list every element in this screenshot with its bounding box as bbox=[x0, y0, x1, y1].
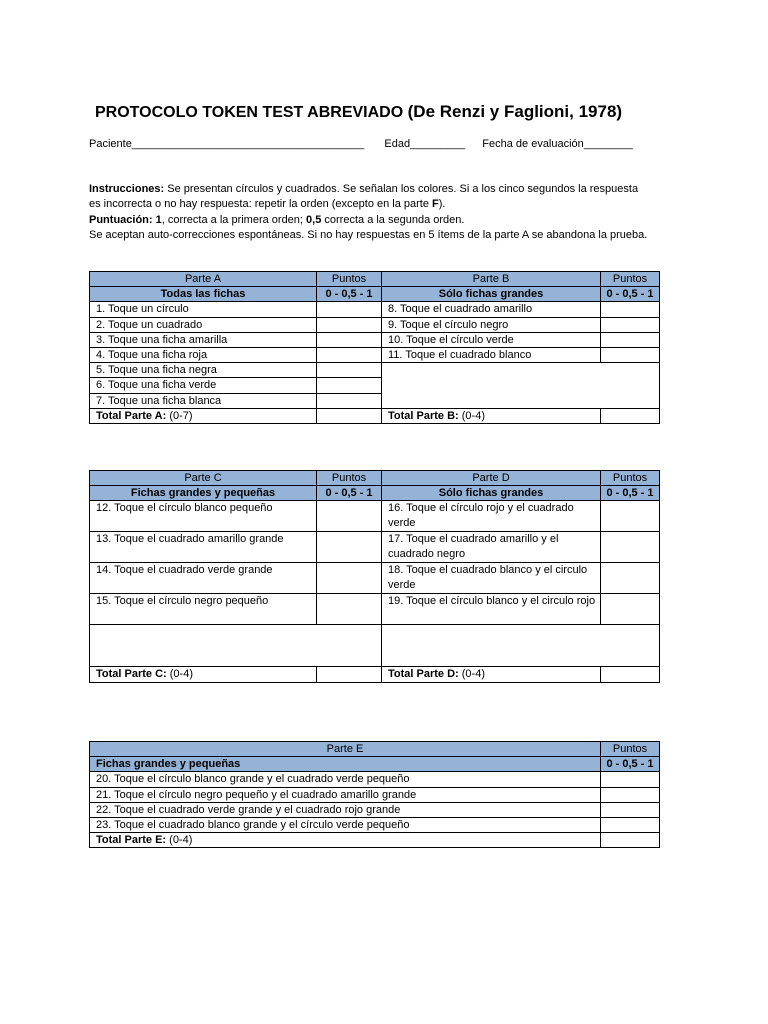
title-reference: (De Renzi y Faglioni, 1978) bbox=[407, 102, 623, 121]
total-range: (0-4) bbox=[166, 668, 193, 681]
item-text: 10. Toque el círculo verde bbox=[382, 332, 601, 347]
autocorrection-paragraph: Se aceptan auto-correcciones espontáneas. Si no hay respuestas en 5 ítems de la parte A se abandona la prueba. bbox=[89, 228, 648, 241]
parte-c-subheader: Fichas grandes y pequeñas bbox=[90, 486, 317, 501]
total-parte-a bbox=[90, 408, 317, 423]
score-cell[interactable] bbox=[317, 378, 382, 393]
score-cell[interactable] bbox=[317, 363, 382, 378]
item-text: 4. Toque una ficha roja bbox=[90, 348, 317, 363]
total-range: (0-4) bbox=[458, 409, 485, 422]
patient-info-line bbox=[89, 138, 633, 150]
item-text: 6. Toque una ficha verde bbox=[90, 378, 317, 393]
table-parte-c-d bbox=[89, 470, 660, 683]
scale-header: 0 - 0,5 - 1 bbox=[317, 486, 382, 501]
scoring-text-b: correcta a la segunda orden. bbox=[321, 213, 465, 226]
item-text: 8. Toque el cuadrado amarillo bbox=[382, 302, 601, 317]
total-label: Total Parte B: bbox=[388, 409, 459, 422]
parte-a-header: Parte A bbox=[90, 272, 317, 287]
total-label: Total Parte C: bbox=[96, 668, 167, 681]
score-half: 0,5 bbox=[306, 213, 322, 226]
score-cell[interactable] bbox=[601, 302, 660, 317]
item-text: 17. Toque el cuadrado amarillo y el cuadrado negro bbox=[382, 532, 601, 563]
parte-e-subheader: Fichas grandes y pequeñas bbox=[90, 757, 601, 772]
empty-merged-cell bbox=[382, 625, 660, 667]
total-range: (0-4) bbox=[166, 834, 193, 847]
parte-b-header: Parte B bbox=[382, 272, 601, 287]
score-cell[interactable] bbox=[317, 501, 382, 532]
parte-c-header: Parte C bbox=[90, 471, 317, 486]
total-parte-e bbox=[90, 833, 601, 848]
total-label: Total Parte D: bbox=[388, 668, 459, 681]
score-cell[interactable] bbox=[317, 594, 382, 625]
score-cell[interactable] bbox=[317, 317, 382, 332]
score-cell[interactable] bbox=[601, 532, 660, 563]
score-cell[interactable] bbox=[601, 501, 660, 532]
item-text: 20. Toque el círculo blanco grande y el cuadrado verde pequeño bbox=[90, 772, 601, 787]
total-score-cell[interactable] bbox=[601, 408, 660, 423]
score-cell[interactable] bbox=[601, 594, 660, 625]
puntos-header: Puntos bbox=[601, 742, 660, 757]
score-cell[interactable] bbox=[317, 302, 382, 317]
item-text: 7. Toque una ficha blanca bbox=[90, 393, 317, 408]
item-text: 18. Toque el cuadrado blanco y el circulo verde bbox=[382, 563, 601, 594]
item-text: 1. Toque un círculo bbox=[90, 302, 317, 317]
score-cell[interactable] bbox=[601, 818, 660, 833]
score-cell[interactable] bbox=[317, 348, 382, 363]
total-parte-d bbox=[382, 667, 601, 682]
item-text: 21. Toque el círculo negro pequeño y el cuadrado amarillo grande bbox=[90, 787, 601, 802]
item-text: 14. Toque el cuadrado verde grande bbox=[90, 563, 317, 594]
item-text: 2. Toque un cuadrado bbox=[90, 317, 317, 332]
item-text: 11. Toque el cuadrado blanco bbox=[382, 348, 601, 363]
scoring-label: Puntuación: bbox=[89, 213, 153, 226]
item-text: 12. Toque el círculo blanco pequeño bbox=[90, 501, 317, 532]
total-score-cell[interactable] bbox=[601, 833, 660, 848]
item-text: 23. Toque el cuadrado blanco grande y el círculo verde pequeño bbox=[90, 818, 601, 833]
empty-merged-cell bbox=[382, 363, 660, 409]
item-text: 19. Toque el círculo blanco y el circulo rojo bbox=[382, 594, 601, 625]
total-parte-c bbox=[90, 667, 317, 682]
score-cell[interactable] bbox=[601, 317, 660, 332]
puntos-header: Puntos bbox=[317, 471, 382, 486]
instructions-text: Se presentan círculos y cuadrados. Se señalan los colores. Si a los cinco segundos la respuesta es incorrecta o no hay respuesta: repetir la orden (excepto en la parte bbox=[89, 183, 639, 211]
score-cell[interactable] bbox=[601, 802, 660, 817]
puntos-header: Puntos bbox=[317, 272, 382, 287]
total-range: (0-7) bbox=[166, 409, 193, 422]
total-score-cell[interactable] bbox=[317, 667, 382, 682]
edad-field[interactable]: Edad_________ bbox=[384, 138, 466, 150]
puntos-header: Puntos bbox=[601, 471, 660, 486]
total-score-cell[interactable] bbox=[601, 667, 660, 682]
parte-d-header: Parte D bbox=[382, 471, 601, 486]
item-text: 16. Toque el círculo rojo y el cuadrado verde bbox=[382, 501, 601, 532]
puntos-header: Puntos bbox=[601, 272, 660, 287]
score-one: 1 bbox=[152, 213, 162, 226]
parte-b-subheader: Sólo fichas grandes bbox=[382, 287, 601, 302]
score-cell[interactable] bbox=[601, 772, 660, 787]
table-parte-a-b bbox=[89, 271, 660, 424]
item-text: 15. Toque el círculo negro pequeño bbox=[90, 594, 317, 625]
total-label: Total Parte E: bbox=[96, 834, 167, 847]
table-parte-e bbox=[89, 741, 660, 848]
fecha-field[interactable]: Fecha de evaluación________ bbox=[482, 138, 633, 150]
instructions-paragraph bbox=[89, 182, 649, 213]
score-cell[interactable] bbox=[601, 332, 660, 347]
scoring-paragraph bbox=[89, 213, 649, 228]
scoring-text-a: , correcta a la primera orden; bbox=[161, 213, 307, 226]
item-text: 5. Toque una ficha negra bbox=[90, 363, 317, 378]
item-text: 13. Toque el cuadrado amarillo grande bbox=[90, 532, 317, 563]
part-f-ref: F bbox=[432, 198, 439, 211]
parte-d-subheader: Sólo fichas grandes bbox=[382, 486, 601, 501]
instructions-label: Instrucciones: bbox=[89, 183, 165, 195]
score-cell[interactable] bbox=[601, 563, 660, 594]
total-range: (0-4) bbox=[458, 668, 485, 681]
total-score-cell[interactable] bbox=[317, 408, 382, 423]
total-parte-b bbox=[382, 408, 601, 423]
instructions-end: ). bbox=[438, 198, 446, 211]
total-label: Total Parte A: bbox=[96, 409, 167, 422]
paciente-field[interactable]: Paciente______________________________________ bbox=[89, 138, 365, 150]
score-cell[interactable] bbox=[601, 787, 660, 802]
scale-header: 0 - 0,5 - 1 bbox=[601, 757, 660, 772]
score-cell[interactable] bbox=[317, 563, 382, 594]
empty-merged-cell bbox=[90, 625, 382, 667]
document-title bbox=[95, 102, 622, 122]
scale-header: 0 - 0,5 - 1 bbox=[601, 287, 660, 302]
instructions-block bbox=[89, 182, 649, 243]
item-text: 22. Toque el cuadrado verde grande y el cuadrado rojo grande bbox=[90, 802, 601, 817]
score-cell[interactable] bbox=[317, 393, 382, 408]
scale-header: 0 - 0,5 - 1 bbox=[601, 486, 660, 501]
parte-e-header: Parte E bbox=[90, 742, 601, 757]
item-text: 9. Toque el círculo negro bbox=[382, 317, 601, 332]
scale-header: 0 - 0,5 - 1 bbox=[317, 287, 382, 302]
title-main: PROTOCOLO TOKEN TEST ABREVIADO bbox=[95, 104, 404, 121]
score-cell[interactable] bbox=[317, 332, 382, 347]
item-text: 3. Toque una ficha amarilla bbox=[90, 332, 317, 347]
parte-a-subheader: Todas las fichas bbox=[90, 287, 317, 302]
score-cell[interactable] bbox=[601, 348, 660, 363]
score-cell[interactable] bbox=[317, 532, 382, 563]
